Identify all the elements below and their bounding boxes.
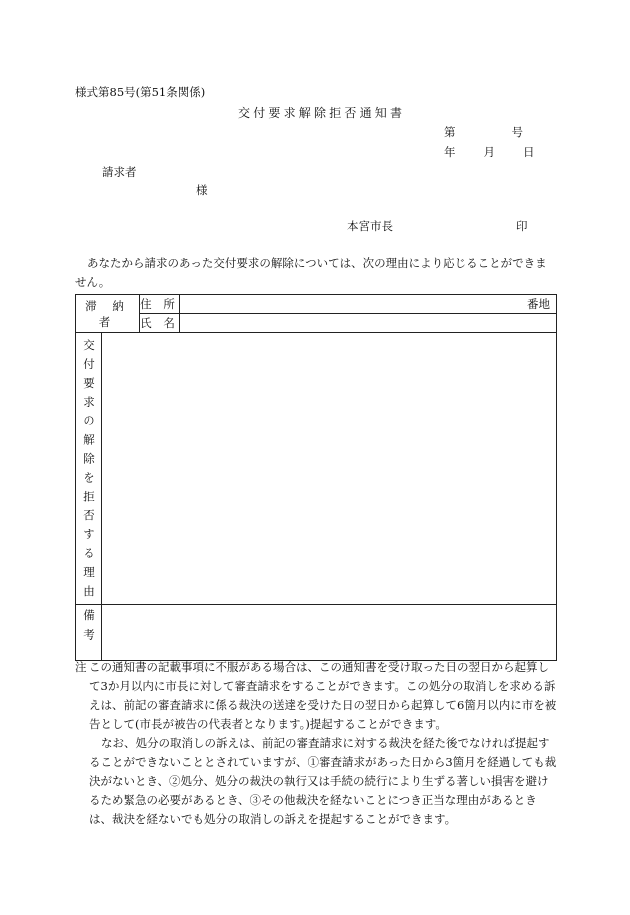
note-mark: 注 bbox=[75, 660, 87, 674]
note-paragraph-1 bbox=[75, 658, 557, 734]
issuer-mayor: 本宮市長 bbox=[347, 219, 393, 233]
intro-paragraph: あなたから請求のあった交付要求の解除については、次の理由により応じることができません。 bbox=[75, 256, 547, 289]
reason-label-cell bbox=[76, 333, 102, 605]
date-year-label: 年 bbox=[444, 145, 456, 159]
name-field[interactable] bbox=[180, 314, 557, 333]
note-1-text: この通知書の記載事項に不服がある場合は、この通知書を受け取った日の翌日から起算して3か月以内に市長に対して審査請求をすることができます。この処分の取消しを求める訴えは、前記の審査請求に係る裁決の送達を受けた日の翌日から起算して6箇月以内に市を被告として(市長が被告の代表者となります。)提起することができます。 bbox=[89, 660, 557, 731]
notes-section bbox=[75, 658, 557, 829]
number-go-label: 号 bbox=[511, 125, 523, 139]
requester-label: 請求者 bbox=[102, 165, 137, 179]
banchi-label: 番地 bbox=[527, 297, 550, 311]
delinquent-label: 滞 納 者 bbox=[76, 295, 140, 333]
address-label: 住 所 bbox=[140, 295, 180, 314]
note-paragraph-2: なお、処分の取消しの訴えは、前記の審査請求に対する裁決を経た後でなければ提起することができないこととされていますが、①審査請求があった日から3箇月を経過しても裁決がないとき、②処分、処分の裁決の執行又は手続の続行により生ずる著しい損害を避けるため緊急の必要があるとき、③その他裁決を経ないことにつき正当な理由があるときは、裁決を経ないでも処分の取消しの訴えを提起することができます。 bbox=[89, 736, 557, 826]
reason-field[interactable] bbox=[102, 333, 557, 605]
document-number-line bbox=[444, 124, 523, 140]
honorific-sama: 様 bbox=[196, 183, 208, 197]
number-dai-label: 第 bbox=[444, 125, 456, 139]
reason-label: 交付要求の解除を拒否する理由 bbox=[82, 339, 96, 604]
date-day-label: 日 bbox=[523, 145, 535, 159]
remarks-label: 備考 bbox=[82, 608, 96, 648]
document-title: 交付要求解除拒否通知書 bbox=[238, 106, 406, 120]
form-number: 様式第85号(第51条関係) bbox=[75, 85, 206, 99]
date-line bbox=[444, 144, 535, 160]
form-table bbox=[75, 294, 557, 661]
date-month-label: 月 bbox=[483, 145, 495, 159]
remarks-field[interactable] bbox=[102, 604, 557, 660]
remarks-label-cell bbox=[76, 604, 102, 660]
seal-mark: 印 bbox=[516, 219, 528, 233]
name-label: 氏 名 bbox=[140, 314, 180, 333]
address-field[interactable] bbox=[180, 295, 557, 314]
